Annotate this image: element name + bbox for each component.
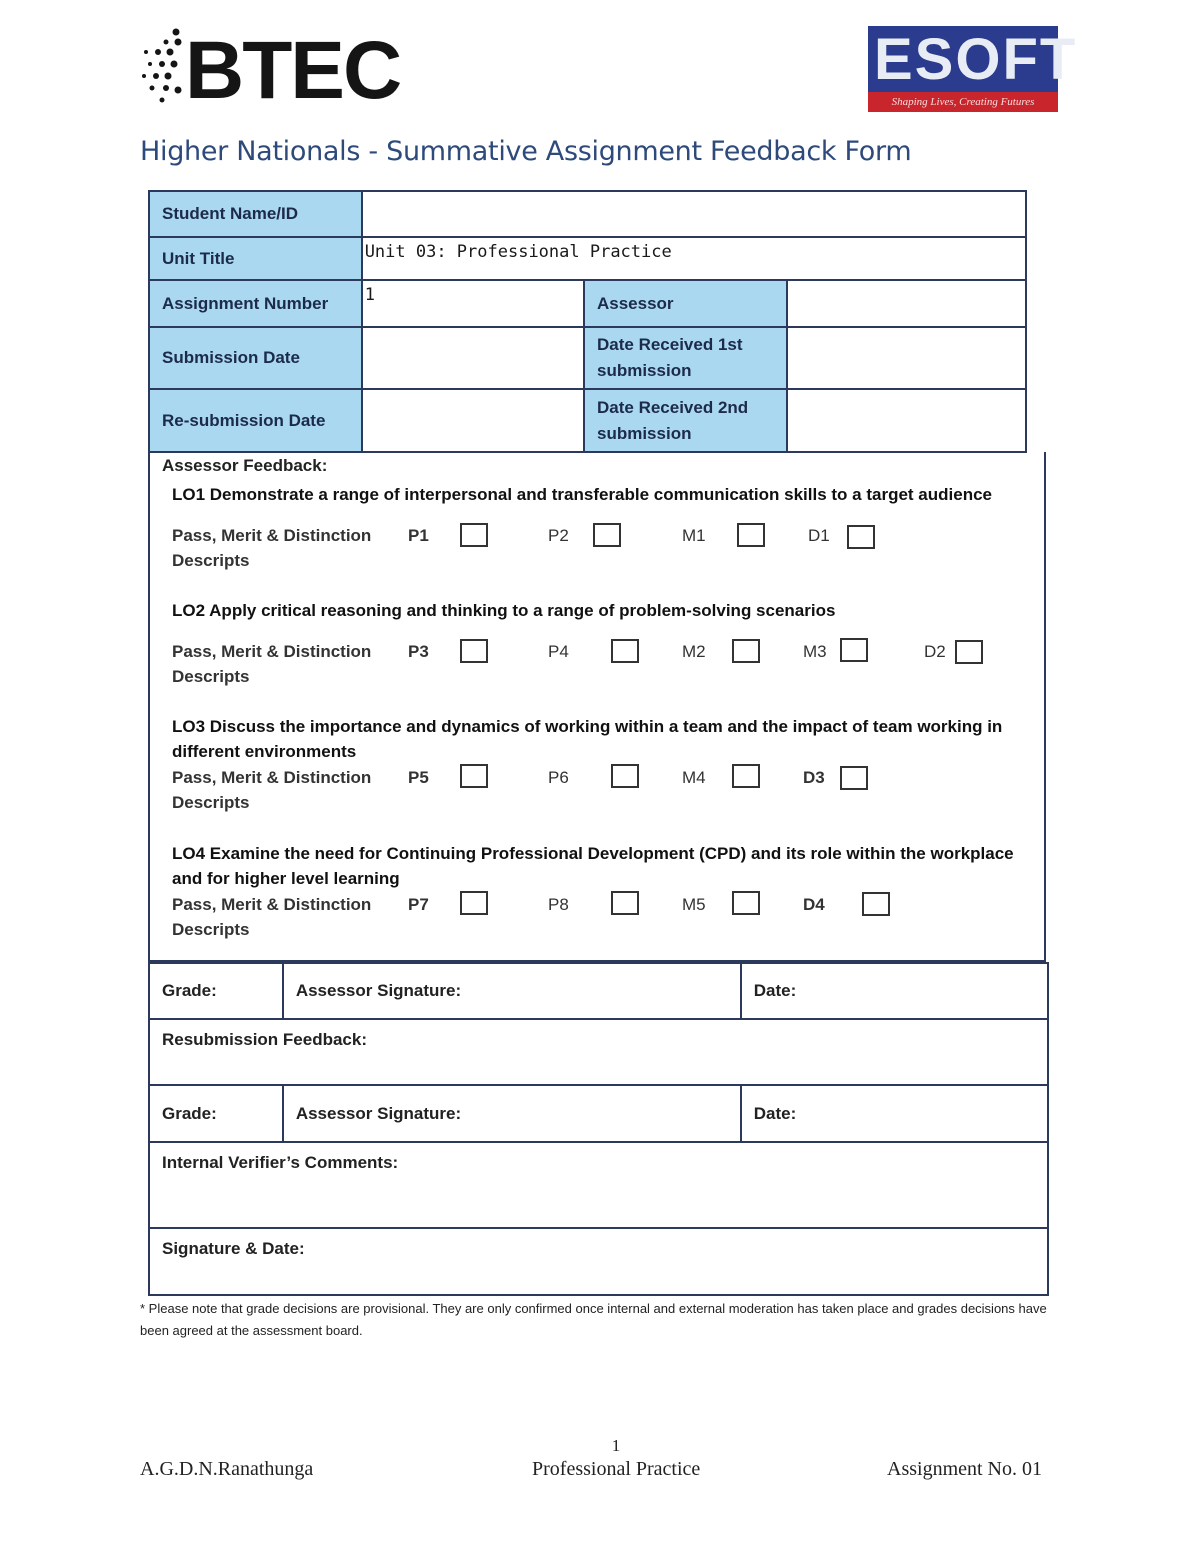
provisional-grade-note: * Please note that grade decisions are provisional. They are only confirmed once internal and external moderation has taken place and grades decisions have been agreed at the assessment board. (140, 1301, 1047, 1338)
date-received-2nd-field[interactable] (787, 389, 1026, 452)
esoft-tagline: Shaping Lives, Creating Futures (868, 92, 1058, 112)
criterion-m5-label: M5 (682, 895, 706, 914)
criterion-p8-checkbox[interactable] (611, 891, 639, 915)
criterion-p6-checkbox[interactable] (611, 764, 639, 788)
criterion-p5-label: P5 (408, 768, 429, 787)
criterion-m2-checkbox[interactable] (732, 639, 760, 663)
signature-date-label: Signature & Date: (149, 1228, 1048, 1295)
assignment-number-field[interactable]: 1 (362, 280, 584, 327)
criterion-p4-checkbox[interactable] (611, 639, 639, 663)
assessor-label: Assessor (584, 280, 787, 327)
resubmission-grade-label: Grade: (149, 1085, 283, 1142)
unit-title-field[interactable]: Unit 03: Professional Practice (362, 237, 1026, 280)
student-info-table (148, 190, 1027, 453)
resubmission-date-label: Date: (741, 1085, 1048, 1142)
criterion-p7-label: P7 (408, 895, 429, 914)
criterion-m3-label: M3 (803, 642, 827, 661)
date-received-1st-field[interactable] (787, 327, 1026, 389)
assessor-signature-label: Assessor Signature: (283, 963, 741, 1019)
criterion-p2-checkbox[interactable] (593, 523, 621, 547)
student-name-label: Student Name/ID (149, 191, 362, 237)
criterion-p4-label: P4 (548, 642, 569, 661)
lo2-text: LO2 Apply critical reasoning and thinking to a range of problem-solving scenarios (172, 601, 836, 620)
lo4-descripts-label: Pass, Merit & Distinction Descripts (172, 895, 372, 939)
lo1-text: LO1 Demonstrate a range of interpersonal and transferable communication skills to a target audience (172, 485, 992, 504)
resubmission-feedback-label: Resubmission Feedback: (149, 1019, 1048, 1085)
criterion-p8-label: P8 (548, 895, 569, 914)
criterion-d2-label: D2 (924, 642, 946, 661)
criterion-m3-checkbox[interactable] (840, 638, 868, 662)
criterion-d1-label: D1 (808, 526, 830, 545)
criterion-m1-checkbox[interactable] (737, 523, 765, 547)
criterion-p3-checkbox[interactable] (460, 639, 488, 663)
criterion-d2-checkbox[interactable] (955, 640, 983, 664)
lo3-text: LO3 Discuss the importance and dynamics of working within a team and the impact of team working in different environments (172, 717, 1003, 761)
footer-assignment: Assignment No. 01 (887, 1458, 1042, 1480)
criterion-m4-label: M4 (682, 768, 706, 787)
criterion-p3-label: P3 (408, 642, 429, 661)
criterion-p1-checkbox[interactable] (460, 523, 488, 547)
student-name-field[interactable] (362, 191, 1026, 237)
submission-date-label: Submission Date (149, 327, 362, 389)
criterion-m5-checkbox[interactable] (732, 891, 760, 915)
lo2-descripts-label: Pass, Merit & Distinction Descripts (172, 642, 372, 686)
internal-verifier-comments-label: Internal Verifier’s Comments: (149, 1142, 1048, 1228)
lo4-text: LO4 Examine the need for Continuing Professional Development (CPD) and its role within the workplace and for higher level learning (172, 844, 1014, 888)
criterion-m1-label: M1 (682, 526, 706, 545)
criterion-p2-label: P2 (548, 526, 569, 545)
lo3-descripts-label: Pass, Merit & Distinction Descripts (172, 768, 372, 812)
lo1-descripts-label: Pass, Merit & Distinction Descripts (172, 526, 372, 570)
assessor-feedback-section (148, 452, 1046, 962)
criterion-d3-label: D3 (803, 768, 825, 787)
unit-title-label: Unit Title (149, 237, 362, 280)
date-received-2nd-label: Date Received 2nd submission (584, 389, 787, 452)
assignment-number-label: Assignment Number (149, 280, 362, 327)
criterion-d3-checkbox[interactable] (840, 766, 868, 790)
btec-logo (140, 25, 401, 116)
btec-dots-icon (140, 28, 188, 108)
form-title: Higher Nationals - Summative Assignment Feedback Form (140, 136, 912, 167)
resubmission-date-field[interactable] (362, 389, 584, 452)
resubmission-assessor-signature-label: Assessor Signature: (283, 1085, 741, 1142)
footer-subject: Professional Practice (532, 1458, 701, 1480)
page-number: 1 (611, 1436, 621, 1455)
submission-date-field[interactable] (362, 327, 584, 389)
criterion-d4-checkbox[interactable] (862, 892, 890, 916)
footer-author: A.G.D.N.Ranathunga (140, 1458, 314, 1480)
criterion-p7-checkbox[interactable] (460, 891, 488, 915)
criterion-p5-checkbox[interactable] (460, 764, 488, 788)
assessor-field[interactable] (787, 280, 1026, 327)
grading-table (148, 962, 1049, 1296)
criterion-d4-label: D4 (803, 895, 825, 914)
grade-label: Grade: (149, 963, 283, 1019)
criterion-p1-label: P1 (408, 526, 429, 545)
esoft-logo (868, 26, 1078, 112)
resubmission-date-label: Re-submission Date (149, 389, 362, 452)
criterion-d1-checkbox[interactable] (847, 525, 875, 549)
criterion-p6-label: P6 (548, 768, 569, 787)
esoft-logo-text: ESOFT (874, 27, 1078, 92)
criterion-m4-checkbox[interactable] (732, 764, 760, 788)
date-label: Date: (741, 963, 1048, 1019)
date-received-1st-label: Date Received 1st submission (584, 327, 787, 389)
btec-logo-text: BTEC (185, 25, 401, 116)
criterion-m2-label: M2 (682, 642, 706, 661)
assessor-feedback-title: Assessor Feedback: (162, 456, 328, 475)
